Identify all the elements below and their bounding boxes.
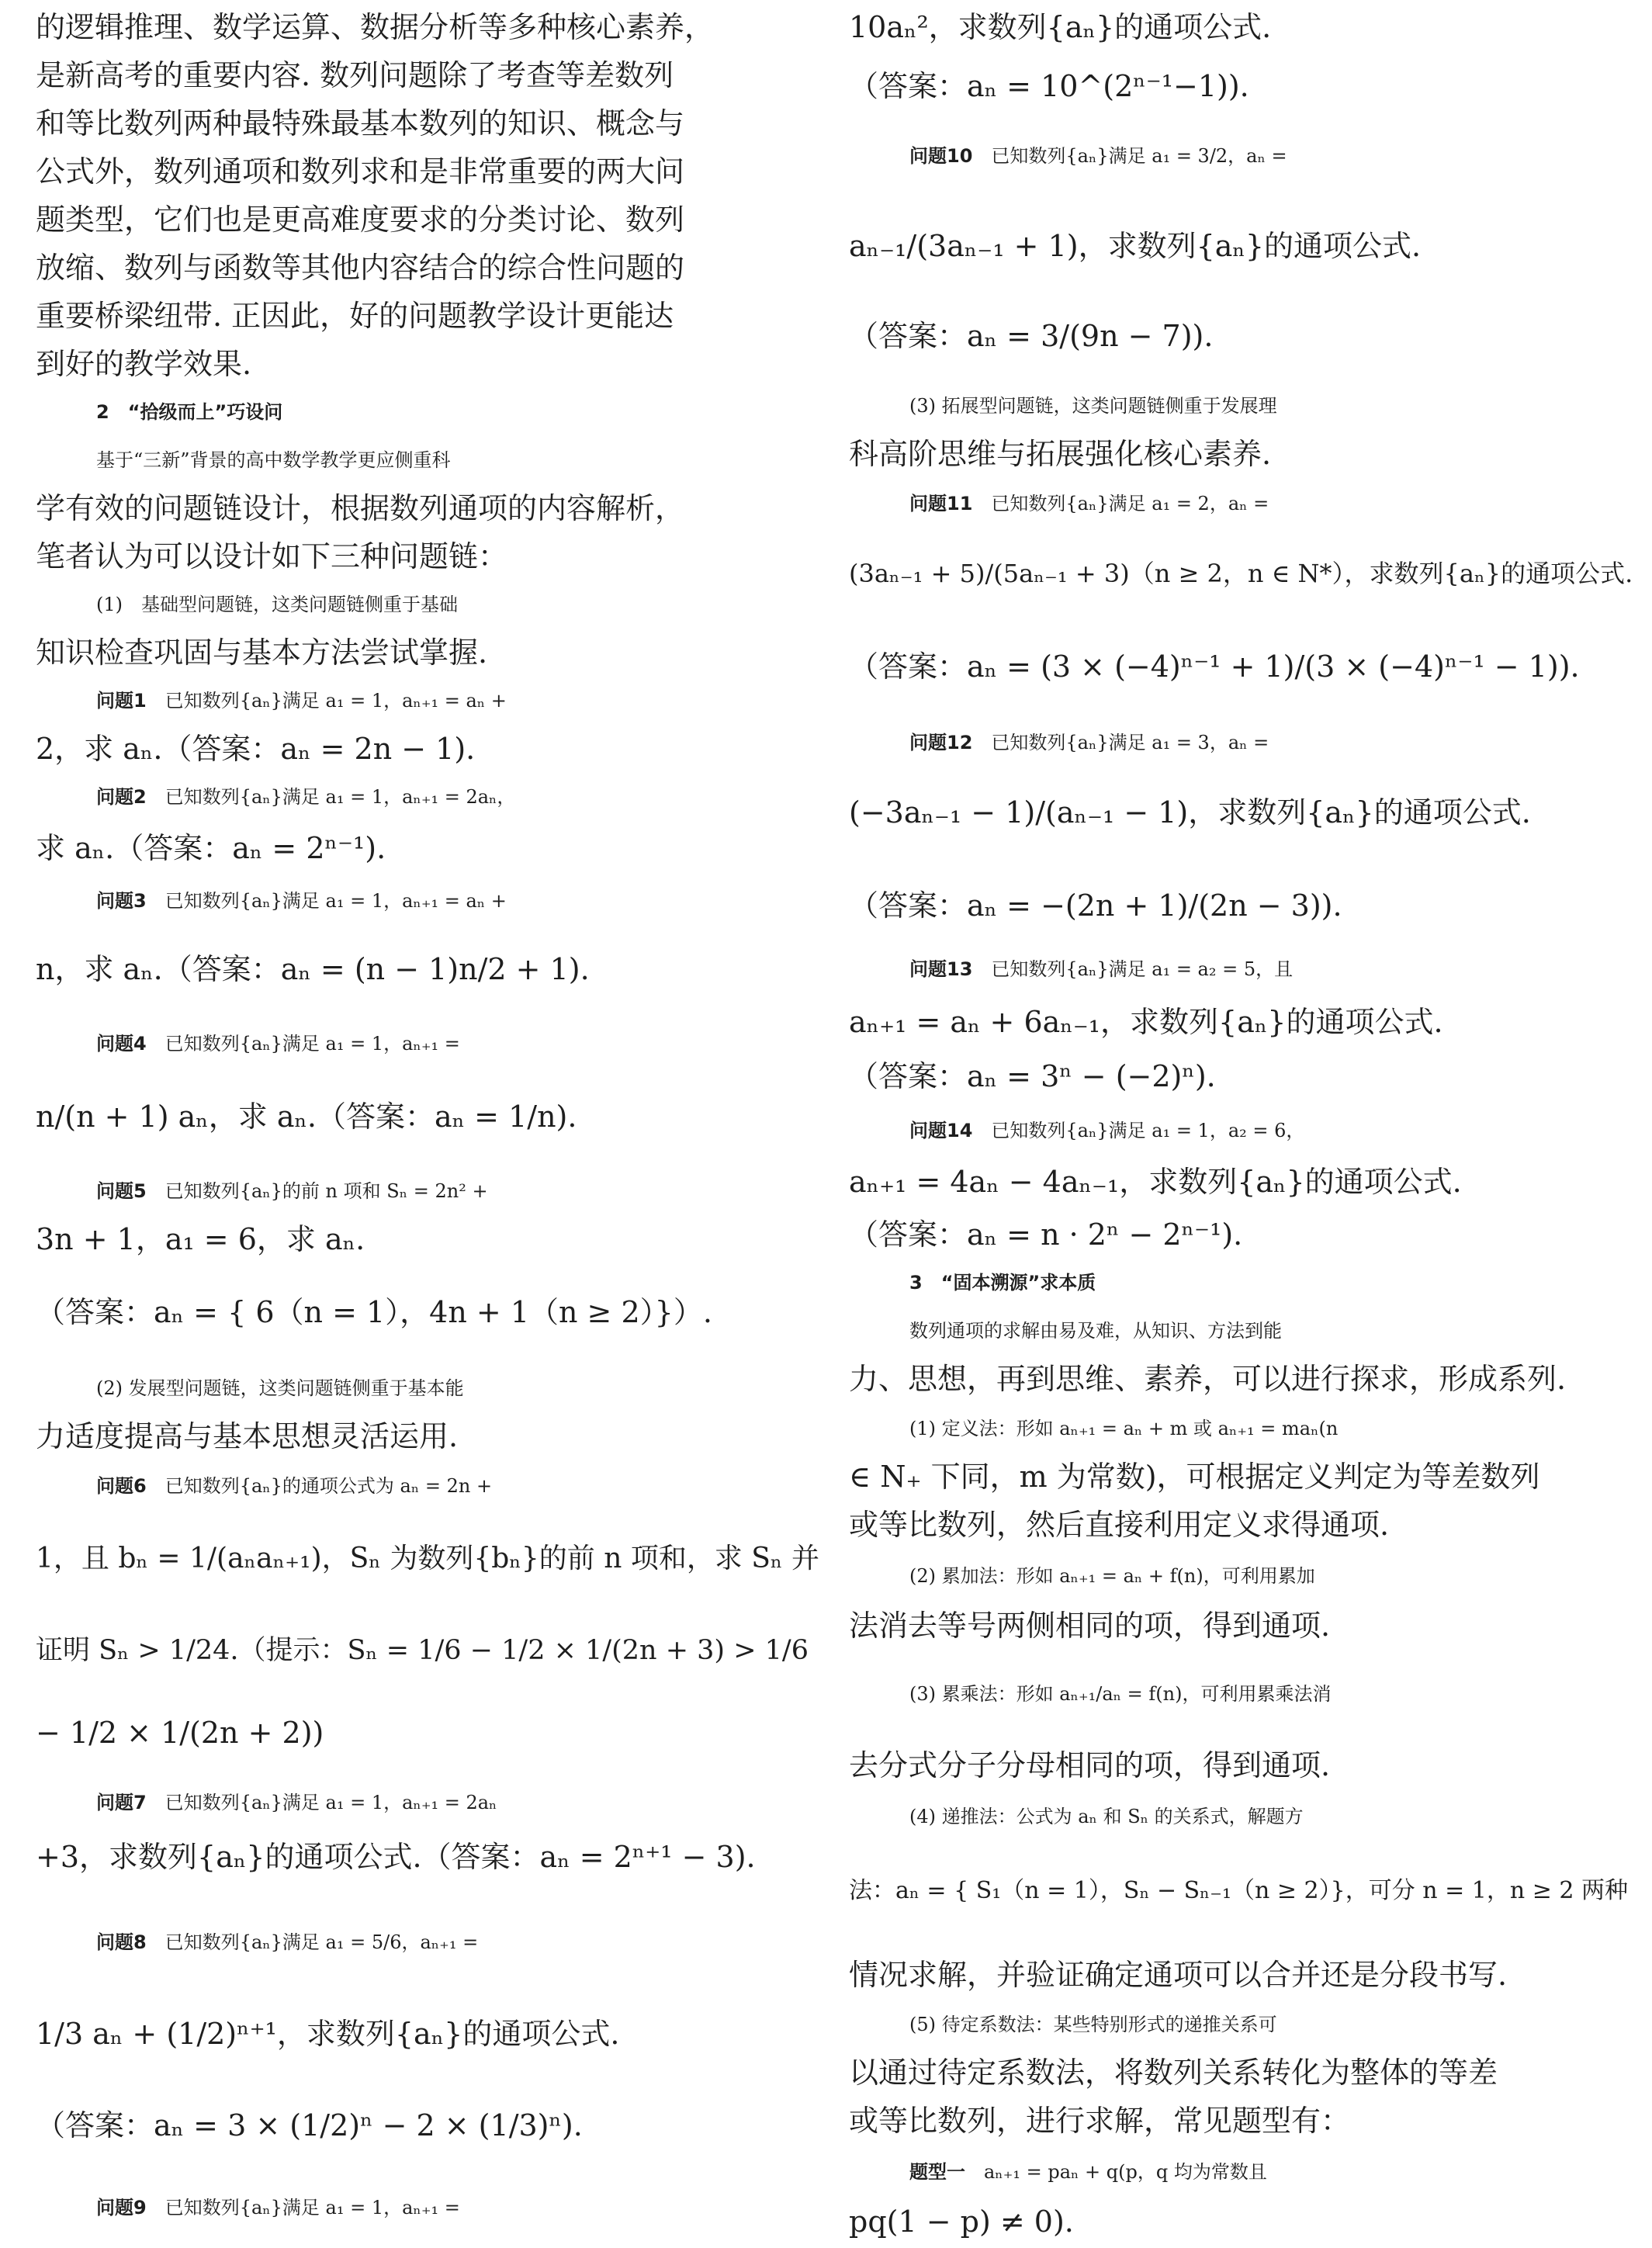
left-line-27 [96,1465,880,1507]
problem-label: 问题13 [909,958,973,980]
problem-text: 已知数列{aₙ}满足 a₁ = 1，a₂ = 6， [972,1120,1305,1141]
left-line-15: 2，求 aₙ.（答案：aₙ = 2n − 1). [36,732,476,766]
left-line-33 [96,1921,880,1963]
problem-label: 问题14 [909,1120,973,1141]
left-line-7: 到好的教学效果. [36,347,252,381]
problem-label: 问题7 [96,1792,147,1813]
left-line-1: 是新高考的重要内容. 数列问题除了考查等差数列 [36,58,674,92]
right-line-16 [909,1110,1652,1152]
left-line-6: 重要桥梁纽带. 正因此，好的问题教学设计更能达 [36,299,674,333]
problem-text: 已知数列{aₙ}满足 a₁ = 1，aₙ₊₁ = [146,1033,460,1055]
left-line-36 [96,2187,880,2229]
left-line-5: 放缩、数列与函数等其他内容结合的综合性问题的 [36,251,685,285]
right-line-1: （答案：aₙ = 10^(2ⁿ⁻¹−1)). [849,69,1249,103]
problem-text: 已知数列{aₙ}满足 a₁ = 1，aₙ₊₁ = 2aₙ， [146,786,516,808]
left-line-11: 笔者认为可以设计如下三种问题链： [36,539,508,573]
left-line-13: 知识检查巩固与基本方法尝试掌握. [36,636,488,670]
right-line-0: 10aₙ²，求数列{aₙ}的通项公式. [849,10,1272,44]
right-line-10 [909,722,1652,764]
left-line-29: 证明 Sₙ > 1/24.（提示：Sₙ = 1/6 − 1/2 × 1/(2n + 3) > 1/6 [36,1635,809,1666]
problem-text: 已知数列{aₙ}满足 a₁ = 1，aₙ₊₁ = 2aₙ [146,1792,497,1813]
problem-label: 问题1 [96,690,147,712]
problem-label: 问题6 [96,1475,147,1497]
problem-label: 问题8 [96,1931,147,1953]
left-line-14 [96,680,880,722]
right-line-5: (3) 拓展型问题链，这类问题链侧重于发展理 [909,395,1277,417]
left-line-12: (1) 基础型问题链，这类问题链侧重于基础 [96,594,458,615]
problem-text: 已知数列{aₙ}满足 a₁ = 1，aₙ₊₁ = [146,2197,460,2219]
left-line-23: 3n + 1，a₁ = 6，求 aₙ. [36,1222,365,1256]
right-line-20: 数列通项的求解由易及难，从知识、方法到能 [909,1320,1282,1342]
right-line-28: 去分式分子分母相同的项，得到通项. [849,1748,1331,1782]
right-line-32: (5) 待定系数法：某些特别形式的递推关系可 [909,2014,1277,2035]
problem-text: 已知数列{aₙ}满足 a₁ = 1，aₙ₊₁ = aₙ + [146,690,507,712]
problem-text: 已知数列{aₙ}满足 a₁ = 5/6，aₙ₊₁ = [146,1931,479,1953]
left-line-35: （答案：aₙ = 3 × (1/2)ⁿ − 2 × (1/3)ⁿ). [36,2108,583,2142]
right-line-13 [909,948,1652,990]
left-line-24: （答案：aₙ = { 6（n = 1），4n + 1（n ≥ 2）}）. [36,1295,712,1329]
right-line-36: pq(1 − p) ≠ 0). [849,2205,1074,2239]
right-line-30: 法：aₙ = { S₁（n = 1），Sₙ − Sₙ₋₁（n ≥ 2）}，可分 n = 1，n ≥ 2 两种 [849,1877,1629,1904]
problem-text: 已知数列{aₙ}满足 a₁ = 3/2，aₙ = [972,145,1287,167]
right-line-25: (2) 累加法：形如 aₙ₊₁ = aₙ + f(n)，可利用累加 [909,1565,1315,1587]
problem-text: 已知数列{aₙ}的前 n 项和 Sₙ = 2n² + [146,1180,488,1202]
right-line-14: aₙ₊₁ = aₙ + 6aₙ₋₁，求数列{aₙ}的通项公式. [849,1005,1443,1039]
problem-label: 问题3 [96,890,147,912]
left-line-18 [96,880,880,922]
right-line-26: 法消去等号两侧相同的项，得到通项. [849,1609,1331,1643]
left-line-19: n，求 aₙ.（答案：aₙ = (n − 1)n/2 + 1). [36,952,590,986]
right-line-9: （答案：aₙ = (3 × (−4)ⁿ⁻¹ + 1)/(3 × (−4)ⁿ⁻¹ − 1)). [849,649,1580,684]
right-line-15: （答案：aₙ = 3ⁿ − (−2)ⁿ). [849,1059,1216,1093]
left-line-22 [96,1170,880,1212]
right-line-7 [909,483,1652,525]
right-line-4: （答案：aₙ = 3/(9n − 7)). [849,319,1214,353]
right-line-23: ∈ N₊ 下同，m 为常数)，可根据定义判定为等差数列 [849,1460,1540,1494]
left-line-21: n/(n + 1) aₙ，求 aₙ.（答案：aₙ = 1/n). [36,1100,577,1134]
problem-text: aₙ₊₁ = paₙ + q(p，q 均为常数且 [965,2161,1267,2183]
left-line-26: 力适度提高与基本思想灵活运用. [36,1419,459,1453]
left-line-10: 学有效的问题链设计，根据数列通项的内容解析， [36,491,685,525]
problem-label: 问题2 [96,786,147,808]
right-line-19: 3 “固本溯源”求本质 [909,1272,1096,1294]
problem-label: 问题10 [909,145,973,167]
left-line-31 [96,1782,880,1824]
problem-label: 问题4 [96,1033,147,1055]
left-line-34: 1/3 aₙ + (1/2)ⁿ⁺¹，求数列{aₙ}的通项公式. [36,2017,620,2051]
right-line-17: aₙ₊₁ = 4aₙ − 4aₙ₋₁，求数列{aₙ}的通项公式. [849,1165,1462,1199]
right-line-27: (3) 累乘法：形如 aₙ₊₁/aₙ = f(n)，可利用累乘法消 [909,1683,1332,1705]
left-line-32: +3，求数列{aₙ}的通项公式.（答案：aₙ = 2ⁿ⁺¹ − 3). [36,1840,756,1874]
problem-text: 已知数列{aₙ}满足 a₁ = a₂ = 5，且 [972,958,1294,980]
right-line-8: (3aₙ₋₁ + 5)/(5aₙ₋₁ + 3)（n ≥ 2，n ∈ N*），求数列{aₙ}的通项公式. [849,559,1633,588]
right-line-31: 情况求解，并验证确定通项可以合并还是分段书写. [849,1958,1508,1992]
left-line-20 [96,1023,880,1065]
right-line-6: 科高阶思维与拓展强化核心素养. [849,437,1272,471]
left-line-0: 的逻辑推理、数学运算、数据分析等多种核心素养， [36,10,715,44]
right-line-11: (−3aₙ₋₁ − 1)/(aₙ₋₁ − 1)，求数列{aₙ}的通项公式. [849,795,1531,830]
right-line-3: aₙ₋₁/(3aₙ₋₁ + 1)，求数列{aₙ}的通项公式. [849,229,1422,263]
right-line-21: 力、思想，再到思维、素养，可以进行探求，形成系列. [849,1362,1567,1396]
left-line-30: − 1/2 × 1/(2n + 2)) [36,1716,324,1750]
right-line-24: 或等比数列，然后直接利用定义求得通项. [849,1508,1390,1542]
right-line-34: 或等比数列，进行求解，常见题型有： [849,2104,1351,2138]
problem-text: 已知数列{aₙ}满足 a₁ = 1，aₙ₊₁ = aₙ + [146,890,507,912]
right-line-22: (1) 定义法：形如 aₙ₊₁ = aₙ + m 或 aₙ₊₁ = maₙ(n [909,1418,1339,1439]
problem-text: 已知数列{aₙ}满足 a₁ = 2，aₙ = [972,493,1269,514]
problem-label: 问题9 [96,2197,147,2219]
right-line-33: 以通过待定系数法，将数列关系转化为整体的等差 [849,2056,1498,2090]
right-line-29: (4) 递推法：公式为 aₙ 和 Sₙ 的关系式，解题方 [909,1806,1304,1827]
left-line-25: (2) 发展型问题链，这类问题链侧重于基本能 [96,1377,464,1399]
problem-text: 已知数列{aₙ}满足 a₁ = 3，aₙ = [972,732,1269,753]
left-line-28: 1，且 bₙ = 1/(aₙaₙ₊₁)，Sₙ 为数列{bₙ}的前 n 项和，求 Sₙ 并 [36,1543,819,1574]
problem-text: 已知数列{aₙ}的通项公式为 aₙ = 2n + [146,1475,493,1497]
left-line-3: 公式外，数列通项和数列求和是非常重要的两大问 [36,154,685,189]
left-line-17: 求 aₙ.（答案：aₙ = 2ⁿ⁻¹). [36,831,386,865]
left-line-4: 题类型，它们也是更高难度要求的分类讨论、数列 [36,203,685,237]
right-line-2 [909,135,1652,177]
problem-label: 问题11 [909,493,973,514]
problem-label: 问题12 [909,732,973,753]
left-line-2: 和等比数列两种最特殊最基本数列的知识、概念与 [36,106,685,140]
left-line-9: 基于“三新”背景的高中数学教学更应侧重科 [96,449,451,471]
problem-label: 问题5 [96,1180,147,1202]
left-line-8: 2 “拾级而上”巧设问 [96,401,283,423]
right-line-35 [909,2151,1652,2193]
problem-label: 题型一 [909,2161,965,2183]
left-line-16 [96,776,880,818]
right-line-18: （答案：aₙ = n · 2ⁿ − 2ⁿ⁻¹). [849,1218,1243,1252]
right-line-12: （答案：aₙ = −(2n + 1)/(2n − 3)). [849,888,1342,923]
